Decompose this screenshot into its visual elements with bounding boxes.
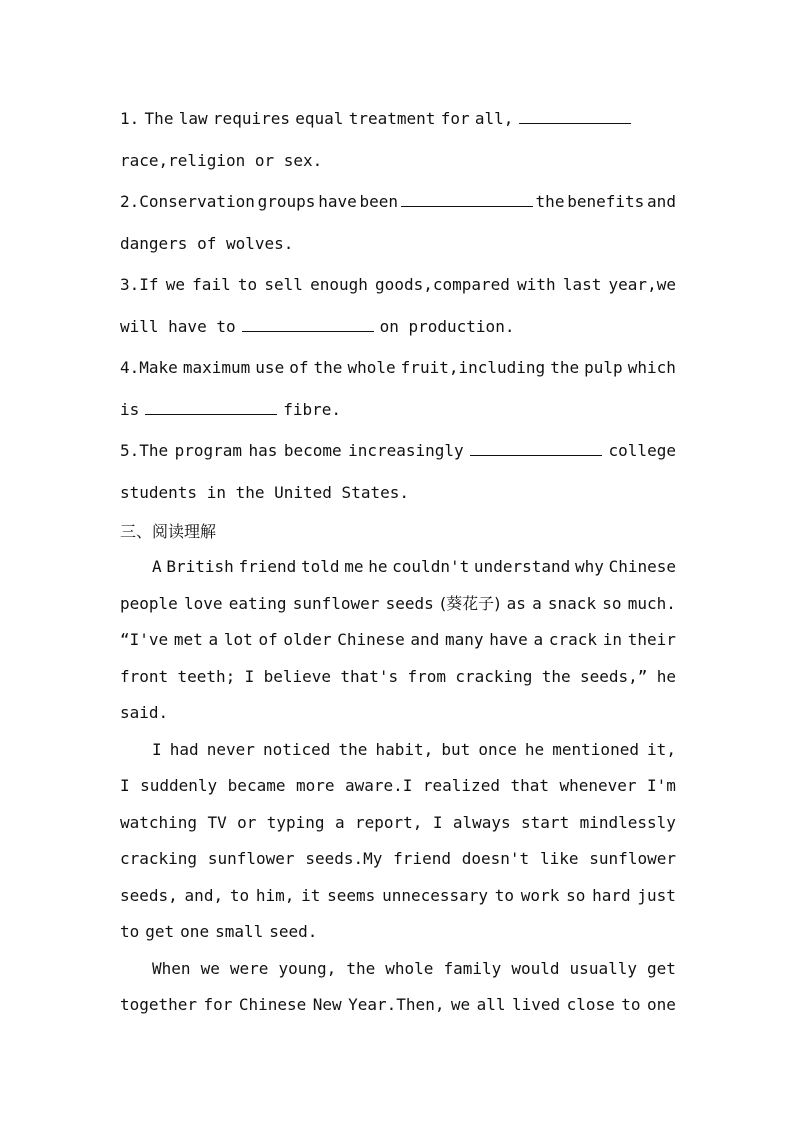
word: use — [255, 358, 285, 377]
passage-word: had — [169, 739, 199, 759]
exercise-text: on production. — [379, 316, 515, 336]
passage-word: never — [206, 739, 255, 759]
exercise-3-line-2 — [120, 306, 676, 348]
passage-word: whole — [385, 958, 434, 978]
passage-word: a — [533, 630, 544, 649]
passage-p2-line-4 — [120, 841, 676, 878]
passage-word: report, — [354, 812, 423, 832]
passage-word: mindlessly — [579, 812, 676, 832]
passage-word: young, — [278, 958, 337, 978]
passage-word: why — [574, 557, 604, 576]
word: increasingly — [348, 441, 464, 460]
word: the — [313, 358, 343, 377]
exercise-text: students in the United States. — [120, 482, 409, 502]
passage-word: would — [511, 958, 560, 978]
passage-word: close — [566, 995, 615, 1014]
passage-word: a — [334, 812, 345, 832]
passage-word: a — [532, 593, 542, 613]
exercise-1-line-1 — [120, 98, 676, 140]
passage-word: one — [646, 995, 676, 1014]
passage-word: more — [295, 776, 335, 795]
word: which — [627, 358, 676, 377]
passage-p1-line-3 — [120, 622, 676, 659]
passage-word: teeth; — [177, 666, 236, 686]
word: all, — [474, 109, 514, 128]
passage-word: aware.I — [344, 776, 413, 795]
answer-blank-5[interactable] — [470, 454, 602, 456]
passage-word: the — [346, 958, 376, 978]
passage-word: to — [621, 995, 641, 1014]
passage-word: lot — [223, 630, 253, 649]
passage-word: so — [566, 885, 586, 905]
passage-word: much. — [627, 593, 676, 613]
passage-word: sunflower — [292, 593, 380, 613]
exercise-2-line-1 — [120, 181, 676, 223]
passage-word: start — [521, 812, 570, 832]
passage-word: seeds — [385, 593, 434, 613]
passage-p2-line-1 — [120, 732, 676, 769]
passage-word: seeds,” — [579, 666, 648, 686]
passage-p2-line-5 — [120, 878, 676, 915]
passage-word: or — [237, 812, 257, 832]
word: requires — [212, 109, 290, 128]
reading-passage — [120, 549, 676, 1024]
passage-p1-line-4 — [120, 659, 676, 696]
passage-word: were — [229, 958, 269, 978]
passage-p1-line-2 — [120, 586, 676, 623]
word: fruit,including — [400, 358, 546, 377]
word: benefits — [567, 192, 645, 211]
passage-word: seed. — [269, 922, 318, 941]
passage-word: whenever — [559, 776, 637, 795]
passage-word: Chinese — [608, 557, 676, 576]
passage-word: I — [120, 776, 130, 795]
passage-word: sunflower — [207, 849, 295, 868]
passage-word: friend — [238, 557, 297, 576]
passage-word: we — [200, 958, 220, 978]
exercise-text: fibre. — [283, 399, 342, 419]
exercise-4-line-1 — [120, 347, 676, 389]
passage-word: friend — [393, 849, 451, 868]
page-content — [120, 98, 676, 1024]
passage-word: small — [215, 922, 264, 941]
answer-blank-1[interactable] — [519, 122, 631, 124]
word: to — [237, 275, 258, 294]
passage-word: suddenly — [140, 776, 218, 795]
passage-word: the — [541, 666, 571, 686]
passage-word: he — [656, 666, 676, 686]
word: program — [174, 441, 243, 460]
passage-word: like — [539, 849, 579, 868]
word: has — [248, 441, 278, 460]
passage-word: he — [524, 739, 545, 759]
passage-word: from — [407, 666, 447, 686]
word: law — [178, 109, 208, 128]
passage-word: to — [120, 922, 140, 941]
passage-p2-line-3 — [120, 805, 676, 842]
word: have — [318, 192, 357, 211]
passage-word: once — [478, 739, 517, 759]
exercise-1-line-2 — [120, 140, 676, 182]
passage-word: and, — [184, 885, 224, 905]
passage-word: cracking — [120, 849, 198, 868]
word: pulp — [584, 358, 623, 377]
exercise-text: will have to — [120, 316, 236, 336]
passage-word: told — [300, 557, 340, 576]
passage-word: mentioned — [552, 739, 639, 759]
passage-word: a — [208, 630, 219, 649]
passage-word: to — [229, 885, 250, 905]
passage-word: get — [145, 922, 175, 941]
passage-word: get — [647, 958, 676, 978]
exercise-5-line-1 — [120, 430, 676, 472]
word: maximum — [182, 358, 251, 377]
passage-word: habit, — [375, 739, 434, 759]
word: 3.If — [120, 275, 159, 294]
word: 4.Make — [120, 358, 178, 377]
passage-word: of — [258, 630, 278, 649]
passage-word: typing — [266, 812, 325, 832]
passage-word: him, — [255, 885, 295, 905]
word: the — [550, 358, 580, 377]
passage-word: Chinese — [238, 995, 307, 1014]
passage-word: Year.Then, — [348, 995, 445, 1014]
passage-p3-line-2 — [120, 987, 676, 1024]
passage-word: and — [410, 630, 440, 649]
passage-word: that — [510, 776, 549, 795]
passage-word: older — [283, 630, 332, 649]
word: and — [647, 192, 676, 211]
exercise-5-line-2 — [120, 472, 676, 514]
word: 5.The — [120, 441, 169, 460]
passage-word: hard — [592, 885, 631, 905]
passage-word: the — [338, 739, 368, 759]
passage-word: doesn't — [461, 849, 530, 868]
passage-word: believe — [263, 666, 332, 686]
passage-word: I — [432, 812, 443, 832]
passage-p2-line-6 — [120, 914, 676, 951]
passage-word: watching — [120, 812, 198, 832]
passage-word: many — [445, 630, 484, 649]
word: goods,compared — [375, 275, 510, 294]
passage-word: always — [452, 812, 511, 832]
passage-word: usually — [569, 958, 637, 978]
passage-word: cracking — [455, 666, 533, 686]
word: with — [517, 275, 556, 294]
exercise-text: is — [120, 399, 140, 419]
passage-word: (葵花子) — [439, 593, 501, 613]
passage-word: just — [637, 885, 676, 905]
exercise-text: race,religion or sex. — [120, 150, 323, 170]
passage-word: front — [120, 666, 169, 686]
word: sell — [264, 275, 303, 294]
word: equal — [295, 109, 344, 128]
passage-word: TV — [207, 812, 227, 832]
passage-word: British — [166, 557, 234, 576]
passage-word: work — [520, 885, 560, 905]
passage-word: family — [443, 958, 502, 978]
passage-word: all — [476, 995, 506, 1014]
passage-word: unnecessary — [382, 885, 489, 905]
word: 1. — [120, 109, 140, 128]
section-heading: 三、阅读理解 — [120, 522, 217, 541]
passage-word: I — [244, 666, 255, 686]
exercise-4-line-2 — [120, 389, 676, 431]
word: of — [289, 358, 309, 377]
passage-word: that's — [340, 666, 399, 686]
passage-word: one — [180, 922, 210, 941]
word: fail — [192, 275, 231, 294]
passage-word: have — [489, 630, 528, 649]
passage-word: to — [494, 885, 515, 905]
passage-word: said. — [120, 703, 169, 722]
passage-word: it — [301, 885, 321, 905]
word: whole — [347, 358, 396, 377]
passage-word: in — [602, 630, 622, 649]
exercise-text: dangers of wolves. — [120, 233, 294, 253]
exercise-2-line-2 — [120, 223, 676, 265]
passage-word: so — [602, 593, 622, 613]
passage-p2-line-2 — [120, 768, 676, 805]
passage-word: as — [506, 593, 526, 613]
passage-word: together — [120, 995, 198, 1014]
passage-word: crack — [548, 630, 598, 649]
passage-word: seems — [327, 885, 376, 905]
passage-word: it, — [647, 739, 676, 759]
passage-word: “I've — [120, 630, 169, 649]
word: we — [165, 275, 185, 294]
passage-word: for — [203, 995, 233, 1014]
passage-word: eating — [228, 593, 287, 613]
passage-word: New — [312, 995, 342, 1014]
passage-word: their — [627, 630, 676, 649]
passage-word: I'm — [647, 776, 676, 795]
answer-blank-2[interactable] — [401, 205, 533, 207]
passage-word: noticed — [262, 739, 331, 759]
passage-word: became — [227, 776, 286, 795]
passage-word: we — [450, 995, 471, 1014]
passage-word: seeds, — [120, 885, 178, 905]
passage-word: love — [183, 593, 223, 613]
passage-word: me — [344, 557, 364, 576]
passage-word: Chinese — [337, 630, 405, 649]
passage-word: he — [368, 557, 388, 576]
passage-word: but — [441, 739, 471, 759]
passage-p1-line-5 — [120, 695, 676, 732]
passage-word: A — [152, 557, 162, 576]
passage-p1-line-1 — [120, 549, 676, 586]
word: enough — [310, 275, 368, 294]
word: been — [359, 192, 399, 211]
answer-blank-4[interactable] — [145, 413, 277, 415]
word: 2.Conservation — [120, 192, 255, 211]
exercise-3-line-1 — [120, 264, 676, 306]
passage-word: sunflower — [589, 849, 676, 868]
word: treatment — [348, 109, 436, 128]
word: the — [535, 192, 565, 211]
word: year,we — [608, 275, 676, 294]
word: The — [144, 109, 174, 128]
passage-word: understand — [473, 557, 571, 576]
passage-word: people — [120, 593, 178, 613]
passage-word: lived — [511, 995, 561, 1014]
word: last — [562, 275, 602, 294]
passage-word: couldn't — [392, 557, 470, 576]
passage-word: seeds.My — [305, 849, 383, 868]
passage-word: met — [173, 630, 203, 649]
passage-word: When — [152, 958, 191, 978]
word: groups — [257, 192, 316, 211]
passage-word: realized — [422, 776, 500, 795]
word: for — [440, 109, 470, 128]
word: college — [608, 441, 676, 460]
answer-blank-3[interactable] — [242, 330, 374, 332]
passage-p3-line-1 — [120, 951, 676, 988]
passage-word: snack — [547, 593, 597, 613]
passage-word: I — [152, 739, 162, 759]
word: become — [283, 441, 342, 460]
